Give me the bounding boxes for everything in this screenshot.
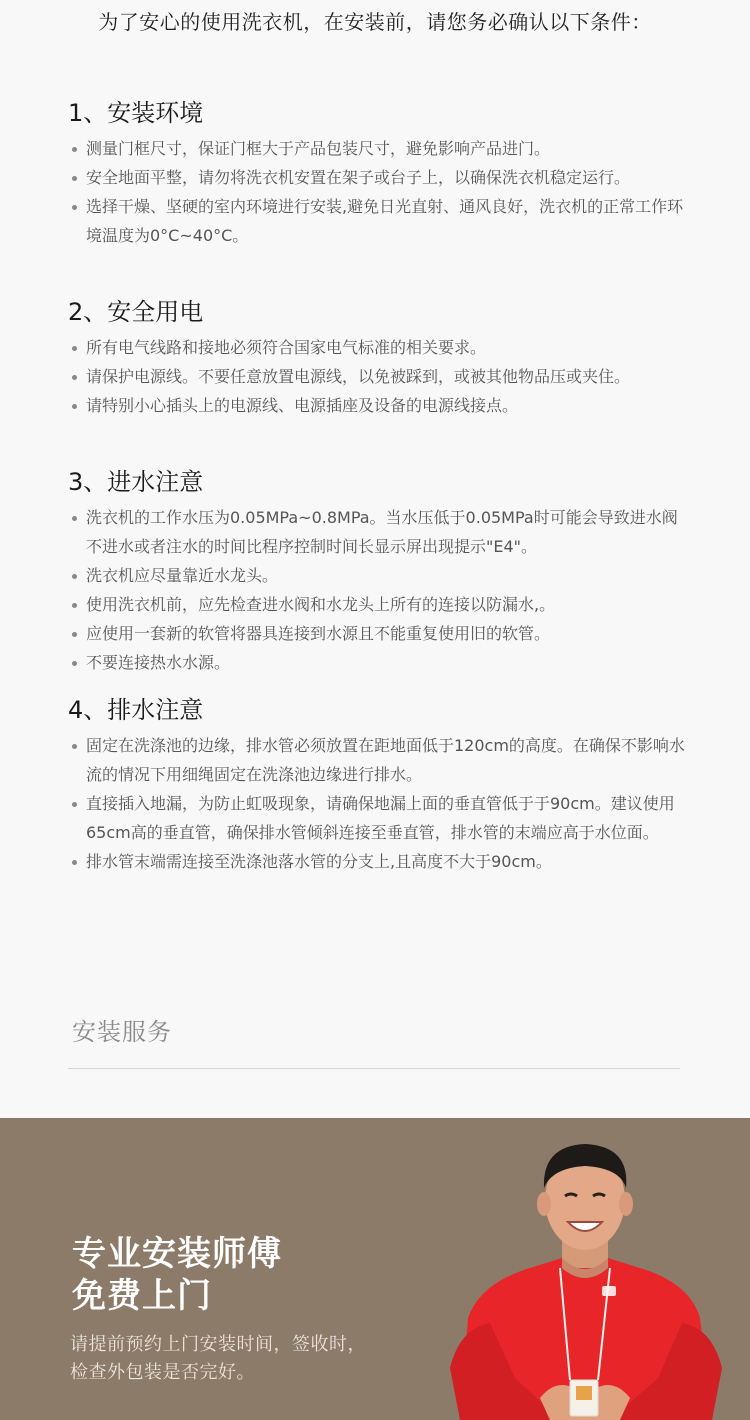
page-title: 为了安心的使用洗衣机，在安装前，请您务必确认以下条件： [98, 10, 652, 34]
section-water-inlet [68, 465, 688, 677]
section-install-environment [68, 96, 688, 250]
banner-headline-2: 免费上门 [72, 1276, 212, 1316]
divider [68, 1068, 680, 1069]
list-item: 洗衣机的工作水压为0.05MPa~0.8MPa。当水压低于0.05MPa时可能会导致进水阀不进水或者注水的时间比程序控制时间长显示屏出现提示"E4"。 [68, 503, 688, 561]
list-item: 使用洗衣机前，应先检查进水阀和水龙头上所有的连接以防漏水,。 [68, 590, 688, 619]
banner-subtext-2: 检查外包装是否完好。 [70, 1362, 255, 1383]
section-drainage [68, 693, 688, 876]
service-title: 安装服务 [72, 1018, 172, 1046]
list-item: 安全地面平整，请勿将洗衣机安置在架子或台子上，以确保洗衣机稳定运行。 [68, 163, 688, 192]
section-heading: 1、安装环境 [68, 99, 204, 127]
section-heading: 2、安全用电 [68, 298, 204, 326]
list-item: 请特别小心插头上的电源线、电源插座及设备的电源线接点。 [68, 391, 688, 420]
section-heading: 3、进水注意 [68, 468, 204, 496]
list-item: 测量门框尺寸，保证门框大于产品包装尺寸，避免影响产品进门。 [68, 134, 688, 163]
list-item: 直接插入地漏，为防止虹吸现象，请确保地漏上面的垂直管低于于90cm。建议使用65cm高的垂直管，确保排水管倾斜连接至垂直管，排水管的末端应高于水位面。 [68, 789, 688, 847]
list-item: 选择干燥、坚硬的室内环境进行安装,避免日光直射、通风良好，洗衣机的正常工作环境温度为0°C~40°C。 [68, 192, 688, 250]
list-item: 所有电气线路和接地必须符合国家电气标准的相关要求。 [68, 333, 688, 362]
list-item: 不要连接热水水源。 [68, 648, 688, 677]
list-item: 固定在洗涤池的边缘，排水管必须放置在距地面低于120cm的高度。在确保不影响水流的情况下用细绳固定在洗涤池边缘进行排水。 [68, 731, 688, 789]
list-item: 洗衣机应尽量靠近水龙头。 [68, 561, 688, 590]
banner-subtext-1: 请提前预约上门安装时间，签收时， [70, 1334, 366, 1355]
list-item: 请保护电源线。不要任意放置电源线，以免被踩到，或被其他物品压或夹住。 [68, 362, 688, 391]
banner-headline-1: 专业安装师傅 [72, 1234, 282, 1274]
list-item: 排水管末端需连接至洗涤池落水管的分支上,且高度不大于90cm。 [68, 847, 688, 876]
section-electrical-safety [68, 295, 688, 420]
installer-photo [420, 1118, 750, 1420]
installer-banner [0, 1118, 750, 1420]
section-heading: 4、排水注意 [68, 696, 204, 724]
list-item: 应使用一套新的软管将器具连接到水源且不能重复使用旧的软管。 [68, 619, 688, 648]
